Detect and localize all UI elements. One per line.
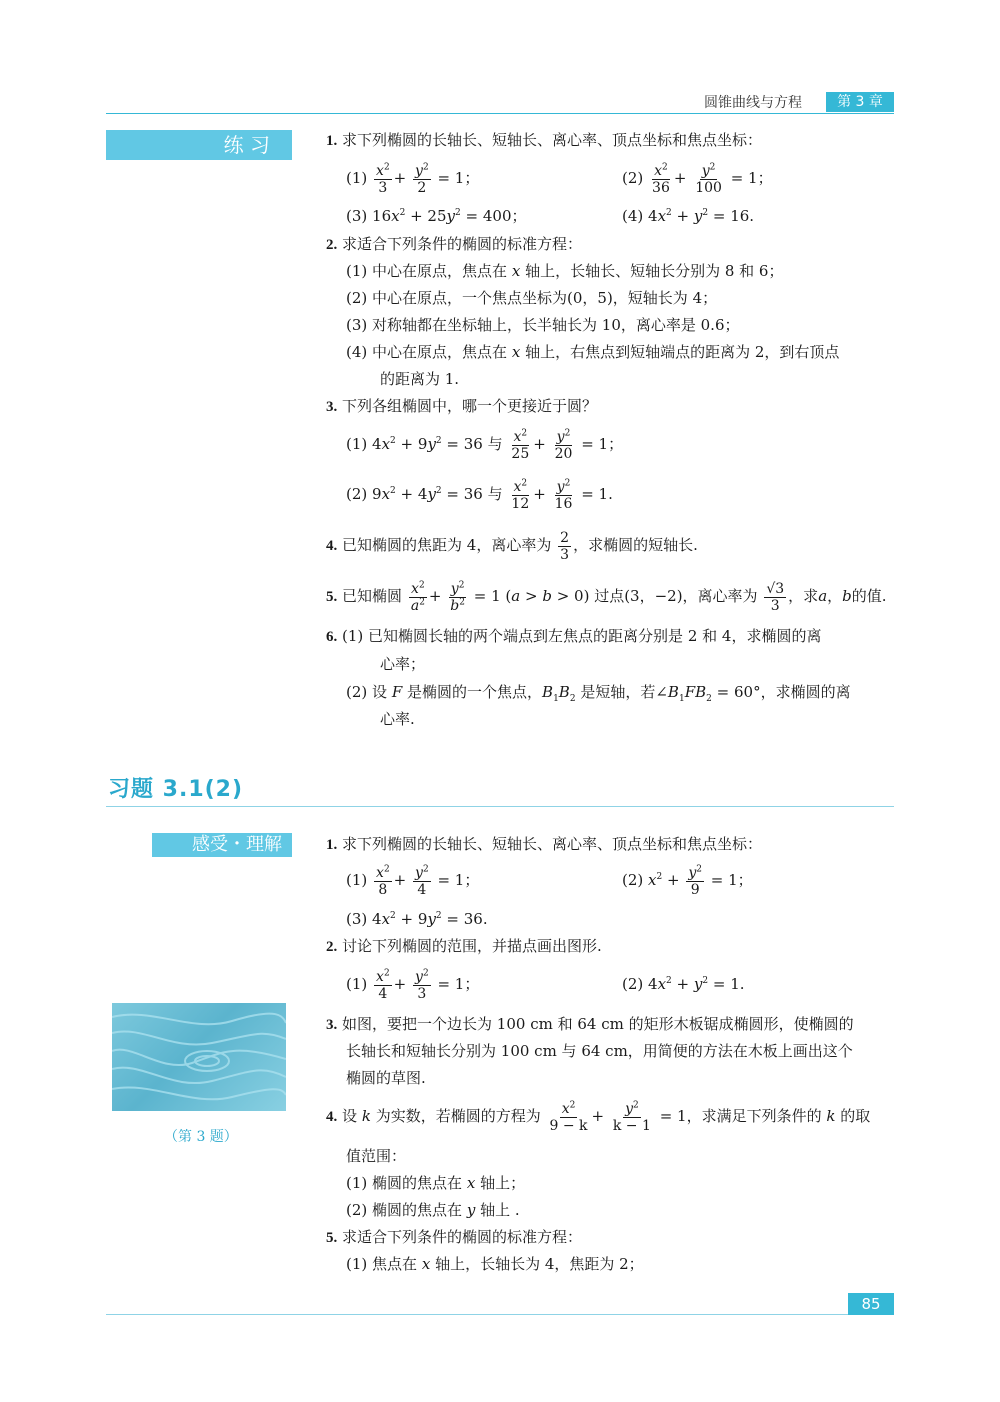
practice-q6: 6. (1) 已知椭圆长轴的两个端点到左焦点的距离分别是 2 和 4，求椭圆的离: [326, 627, 822, 645]
practice-q3-pair2: (2) $9x^2 + 4y^2 = 36$ 与 $\frac{x^2}{12}$ + $\frac{y^2}{16}$ = 1.: [346, 477, 613, 512]
footer-divider: [106, 1314, 894, 1315]
practice-q1: 1. 求下列椭圆的长轴长、短轴长、离心率、顶点坐标和焦点坐标：: [326, 131, 763, 149]
practice-q1-eq1: (1) $\frac{x^2}{3}$ + $\frac{y^2}{2}$ = 1；: [346, 161, 480, 196]
practice-q6-a-cont: 心率；: [380, 655, 426, 673]
practice-q2-item4: (4) 中心在原点，焦点在 x 轴上，右焦点到短轴端点的距离为 2，到右顶点: [346, 343, 840, 361]
practice-q6-b: (2) 设 F 是椭圆的一个焦点，$B_1B_2$ 是短轴，若$\angle B_1FB_2 = 60^\circ$，求椭圆的离: [346, 683, 851, 704]
chapter-title: 圆锥曲线与方程: [704, 95, 802, 111]
exercise-q4-sub2: (2) 椭圆的焦点在 y 轴上 .: [346, 1201, 520, 1219]
exercise-q3-line2: 长轴长和短轴长分别为 100 cm 与 64 cm，用简便的方法在木板上画出这个: [346, 1042, 853, 1060]
exercise-q2-eq2: (2) $4x^2 + y^2 = 1$.: [622, 975, 745, 993]
wood-grain-pattern: [112, 1003, 286, 1111]
figure-caption: （第 3 题）: [164, 1129, 238, 1145]
exercise-q2: 2. 讨论下列椭圆的范围，并描点画出图形.: [326, 937, 602, 955]
practice-q2: 2. 求适合下列条件的椭圆的标准方程：: [326, 235, 583, 253]
practice-q1-eq4: (4) $4x^2 + y^2 = 16$.: [622, 207, 755, 225]
exercise-q3: 3. 如图，要把一个边长为 100 cm 和 64 cm 的矩形木板锯成椭圆形，使椭圆的: [326, 1015, 854, 1033]
chapter-number-badge: 第 3 章: [826, 92, 894, 112]
practice-q2-item2: (2) 中心在原点，一个焦点坐标为(0，5)，短轴长为 4；: [346, 289, 718, 307]
header-divider: [106, 113, 894, 114]
practice-q3-pair1: (1) $4x^2 + 9y^2 = 36$ 与 $\frac{x^2}{25}$ + $\frac{y^2}{20}$ = 1；: [346, 427, 624, 462]
practice-q5: 5. 已知椭圆 $\frac{x^2}{a^2}$ + $\frac{y^2}{b^2}$ = 1 (a > b > 0) 过点(3，−2)，离心率为 $\frac{√3}{3}$ ，求a，b的值.: [326, 579, 887, 614]
practice-q1-eq2: (2) $\frac{x^2}{36}$ + $\frac{y^2}{100}$ = 1；: [622, 161, 773, 196]
page-number: 85: [848, 1293, 894, 1315]
exercise-q4-line2: 值范围：: [346, 1147, 407, 1165]
practice-q1-eq3: (3) $16x^2 + 25y^2 = 400$；: [346, 207, 527, 225]
practice-q3: 3. 下列各组椭圆中，哪一个更接近于圆？: [326, 397, 598, 415]
exercise-q5: 5. 求适合下列条件的椭圆的标准方程：: [326, 1228, 583, 1246]
exercise-section-title: 习题 3.1(2): [108, 777, 244, 802]
understanding-label: 感受・理解: [152, 833, 292, 857]
exercise-q4: 4. 设 k 为实数，若椭圆的方程为 $\frac{x^2}{9 - k}$ + $\frac{y^2}{k - 1}$ = 1，求满足下列条件的 k 的取: [326, 1099, 871, 1134]
exercise-q3-line3: 椭圆的草图.: [346, 1069, 426, 1087]
exercise-q2-eq1: (1) $\frac{x^2}{4}$ + $\frac{y^2}{3}$ = 1；: [346, 967, 480, 1002]
practice-q4: 4. 已知椭圆的焦距为 4，离心率为 $\frac{2}{3}$ ，求椭圆的短轴长.: [326, 529, 698, 563]
practice-q6-b-cont: 心率.: [380, 710, 415, 728]
section-divider: [106, 806, 894, 807]
practice-q2-item3: (3) 对称轴都在坐标轴上，长半轴长为 10，离心率是 0.6；: [346, 316, 740, 334]
exercise-q1-eq3: (3) $4x^2 + 9y^2 = 36$.: [346, 910, 488, 928]
wood-board-image: [112, 1003, 286, 1111]
exercise-q4-sub1: (1) 椭圆的焦点在 x 轴上；: [346, 1174, 526, 1192]
practice-q2-item4-cont: 的距离为 1.: [380, 370, 460, 388]
exercise-q1-eq2: (2) $x^2$ + $\frac{y^2}{9}$ = 1；: [622, 863, 753, 898]
exercise-q1-eq1: (1) $\frac{x^2}{8}$ + $\frac{y^2}{4}$ = 1；: [346, 863, 480, 898]
exercise-q1: 1. 求下列椭圆的长轴长、短轴长、离心率、顶点坐标和焦点坐标：: [326, 835, 763, 853]
exercise-q5-sub1: (1) 焦点在 x 轴上，长轴长为 4，焦距为 2；: [346, 1255, 644, 1273]
practice-label: 练 习: [106, 130, 292, 160]
practice-q2-item1: (1) 中心在原点，焦点在 x 轴上，长轴长、短轴长分别为 8 和 6；: [346, 262, 784, 280]
